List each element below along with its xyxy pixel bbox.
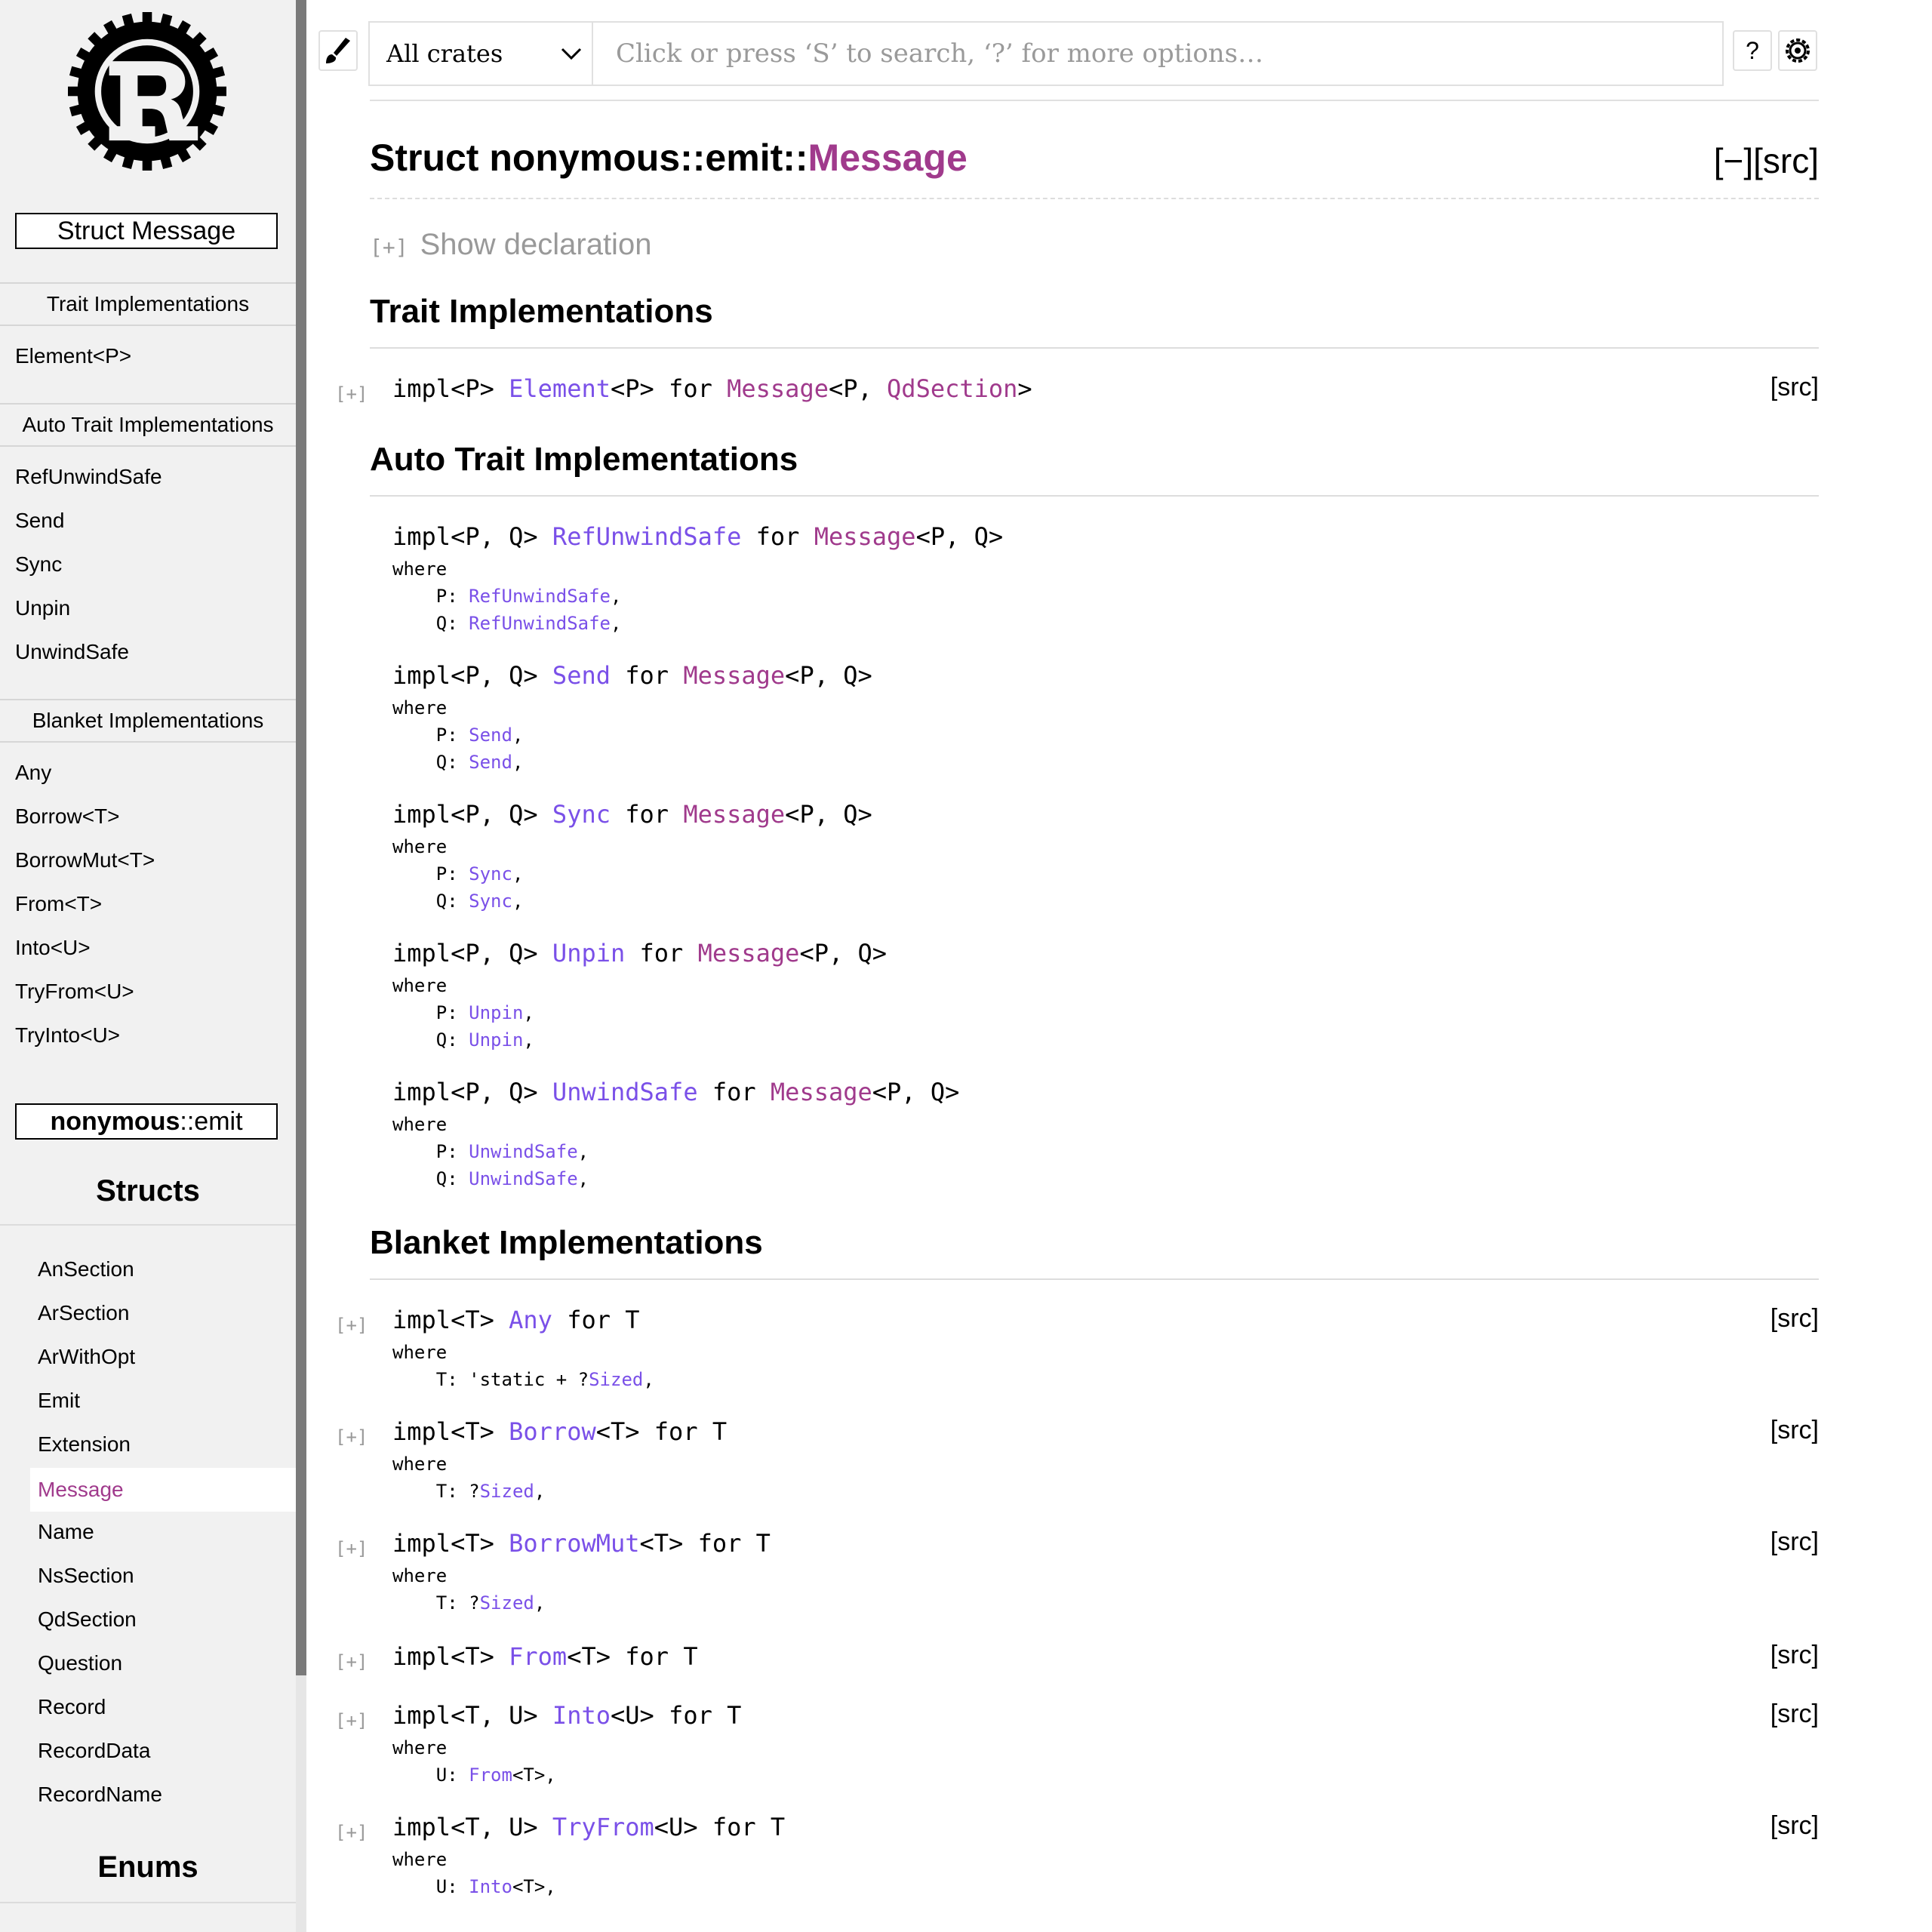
expand-toggle[interactable]: [+]	[335, 1315, 368, 1336]
sidebar-link-any[interactable]: Any	[15, 761, 52, 784]
trait-link[interactable]: Unpin	[552, 939, 626, 968]
search-input[interactable]	[592, 21, 1724, 86]
struct-link[interactable]: Message	[770, 1078, 872, 1106]
trait-link[interactable]: Borrow	[509, 1417, 596, 1446]
trait-link[interactable]: Send	[469, 724, 512, 746]
bound-line: Q: Send,	[435, 752, 524, 773]
page-title-prefix[interactable]: Struct nonymous::emit::	[370, 137, 808, 179]
trait-link[interactable]: BorrowMut	[509, 1529, 640, 1558]
sidebar-struct-recorddata[interactable]: RecordData	[38, 1739, 151, 1762]
sidebar-link-unwindsafe[interactable]: UnwindSafe	[15, 640, 129, 663]
sidebar	[0, 0, 296, 1932]
item-kind-label: Struct Message	[15, 213, 278, 249]
divider	[0, 1224, 296, 1226]
trait-link[interactable]: Element	[509, 374, 611, 403]
sidebar-struct-ansection[interactable]: AnSection	[38, 1257, 134, 1281]
impl-refunwindsafe: impl<P, Q> RefUnwindSafe for Message<P, Q>	[392, 522, 1004, 551]
where-clause: where	[392, 1342, 448, 1363]
where-clause: where	[392, 558, 448, 580]
divider	[370, 198, 1819, 199]
trait-link[interactable]: UnwindSafe	[469, 1141, 578, 1162]
trait-link[interactable]: UnwindSafe	[469, 1168, 578, 1189]
trait-link[interactable]: Unpin	[469, 1029, 524, 1051]
sidebar-struct-nssection[interactable]: NsSection	[38, 1564, 134, 1587]
trait-link[interactable]: Send	[469, 752, 512, 773]
trait-link[interactable]: Sized	[589, 1369, 644, 1390]
sidebar-link-borrowmut[interactable]: BorrowMut<T>	[15, 848, 155, 872]
sidebar-link-unpin[interactable]: Unpin	[15, 596, 71, 620]
where-clause: where	[392, 1114, 448, 1135]
trait-link[interactable]: Sync	[552, 800, 611, 829]
bound-line: Q: RefUnwindSafe,	[435, 613, 622, 634]
sidebar-link-tryfrom[interactable]: TryFrom<U>	[15, 980, 134, 1003]
toggle-icon: [+]	[370, 235, 408, 260]
bound-line: P: Send,	[435, 724, 524, 746]
gear-icon	[1780, 32, 1816, 69]
module-location	[15, 1103, 278, 1140]
struct-link[interactable]: Message	[727, 374, 829, 403]
sidebar-struct-message-current[interactable]: Message	[30, 1468, 296, 1512]
bound-line: P: Sync,	[435, 863, 524, 884]
sidebar-auto-impls-header[interactable]: Auto Trait Implementations	[0, 403, 296, 447]
trait-link[interactable]: Sync	[469, 863, 512, 884]
trait-link[interactable]: Sized	[479, 1481, 534, 1502]
trait-link[interactable]: TryFrom	[552, 1813, 654, 1841]
theme-picker-button[interactable]	[318, 30, 358, 71]
sidebar-link-refunwindsafe[interactable]: RefUnwindSafe	[15, 465, 162, 488]
bound-line: T: ?Sized,	[435, 1592, 546, 1614]
expand-toggle[interactable]: [+]	[335, 1538, 368, 1559]
where-clause: where	[392, 1454, 448, 1475]
page-title-struct[interactable]: Message	[808, 137, 968, 179]
paintbrush-icon	[320, 32, 356, 69]
settings-button[interactable]	[1778, 30, 1817, 71]
trait-link[interactable]: Send	[552, 661, 611, 690]
impl-any: impl<T> Any for T	[392, 1306, 640, 1334]
impl-unwindsafe: impl<P, Q> UnwindSafe for Message<P, Q>	[392, 1078, 960, 1106]
trait-link[interactable]: Into	[552, 1701, 611, 1730]
module-crate-link[interactable]: nonymous	[50, 1107, 180, 1136]
trait-link[interactable]: UnwindSafe	[552, 1078, 698, 1106]
sidebar-link-element[interactable]: Element<P>	[15, 344, 132, 368]
divider	[0, 1902, 296, 1903]
trait-link[interactable]: Unpin	[469, 1002, 524, 1023]
sidebar-struct-record[interactable]: Record	[38, 1695, 106, 1718]
trait-link[interactable]: From	[469, 1764, 512, 1786]
impl-sync: impl<P, Q> Sync for Message<P, Q>	[392, 800, 872, 829]
sidebar-link-into[interactable]: Into<U>	[15, 936, 91, 959]
collapse-and-src-controls[interactable]: [−][src]	[1713, 141, 1819, 180]
show-declaration-label: Show declaration	[420, 228, 652, 261]
expand-toggle[interactable]: [+]	[335, 1822, 368, 1843]
src-link[interactable]: [src]	[1770, 1700, 1819, 1728]
where-clause: where	[392, 1737, 448, 1758]
expand-toggle[interactable]: [+]	[335, 383, 368, 405]
page-title	[370, 136, 968, 180]
show-declaration-toggle[interactable]	[370, 228, 651, 262]
struct-link[interactable]: Message	[814, 522, 916, 551]
trait-implementations-heading[interactable]: Trait Implementations	[370, 293, 713, 330]
where-clause: where	[392, 975, 448, 996]
bound-line: T: 'static + ?Sized,	[435, 1369, 654, 1390]
impl-into: impl<T, U> Into<U> for T	[392, 1701, 742, 1730]
chevron-down-icon	[560, 45, 583, 62]
trait-link[interactable]: Sync	[469, 891, 512, 912]
src-link[interactable]: [src]	[1770, 1416, 1819, 1444]
bound-line: U: From<T>,	[435, 1764, 556, 1786]
sidebar-link-from[interactable]: From<T>	[15, 892, 103, 915]
sidebar-struct-qdsection[interactable]: QdSection	[38, 1607, 137, 1631]
sidebar-structs-header[interactable]: Structs	[96, 1174, 200, 1208]
sidebar-struct-arsection[interactable]: ArSection	[38, 1301, 130, 1324]
trait-link[interactable]: RefUnwindSafe	[469, 586, 611, 607]
rust-logo-icon[interactable]	[68, 12, 226, 171]
trait-link[interactable]: RefUnwindSafe	[469, 613, 611, 634]
divider	[370, 347, 1819, 349]
where-clause: where	[392, 697, 448, 718]
trait-link[interactable]: Any	[509, 1306, 552, 1334]
bound-line: P: Unpin,	[435, 1002, 534, 1023]
impl-tryfrom: impl<T, U> TryFrom<U> for T	[392, 1813, 786, 1841]
impl-from: impl<T> From<T> for T	[392, 1642, 698, 1671]
sidebar-enums-header[interactable]: Enums	[97, 1850, 198, 1884]
bound-line: U: Into<T>,	[435, 1876, 556, 1897]
src-link[interactable]: [src]	[1770, 1811, 1819, 1840]
expand-toggle[interactable]: [+]	[335, 1651, 368, 1672]
struct-link[interactable]: Message	[683, 800, 786, 829]
bound-line: Q: Unpin,	[435, 1029, 534, 1051]
src-link[interactable]: [src]	[1770, 373, 1819, 401]
trait-link[interactable]: RefUnwindSafe	[552, 522, 742, 551]
sidebar-struct-name[interactable]: Name	[38, 1520, 94, 1543]
divider	[370, 100, 1819, 101]
divider	[370, 1278, 1819, 1280]
blanket-implementations-heading[interactable]: Blanket Implementations	[370, 1224, 763, 1261]
sidebar-link-sync[interactable]: Sync	[15, 552, 63, 576]
sidebar-struct-arwithopt[interactable]: ArWithOpt	[38, 1345, 136, 1368]
expand-toggle[interactable]: [+]	[335, 1710, 368, 1731]
where-clause: where	[392, 1565, 448, 1586]
sidebar-link-tryinto[interactable]: TryInto<U>	[15, 1023, 121, 1047]
bound-line: Q: UnwindSafe,	[435, 1168, 589, 1189]
sidebar-struct-question[interactable]: Question	[38, 1651, 123, 1675]
struct-link[interactable]: QdSection	[887, 374, 1018, 403]
impl-element: impl<P> Element<P> for Message<P, QdSection>	[392, 374, 1032, 403]
sidebar-link-borrow[interactable]: Borrow<T>	[15, 804, 120, 828]
divider	[370, 495, 1819, 497]
impl-borrow: impl<T> Borrow<T> for T	[392, 1417, 728, 1446]
impl-borrowmut: impl<T> BorrowMut<T> for T	[392, 1529, 771, 1558]
sidebar-struct-emit[interactable]: Emit	[38, 1389, 80, 1412]
crate-select-value: All crates	[386, 39, 503, 68]
where-clause: where	[392, 1849, 448, 1870]
bound-line: Q: Sync,	[435, 891, 524, 912]
where-clause: where	[392, 836, 448, 857]
impl-send: impl<P, Q> Send for Message<P, Q>	[392, 661, 872, 690]
sidebar-blanket-impls-header[interactable]: Blanket Implementations	[0, 699, 296, 743]
sidebar-trait-impls-header[interactable]: Trait Implementations	[0, 282, 296, 326]
src-link[interactable]: [src]	[1770, 1527, 1819, 1556]
impl-unpin: impl<P, Q> Unpin for Message<P, Q>	[392, 939, 888, 968]
src-link[interactable]: [src]	[1770, 1304, 1819, 1333]
expand-toggle[interactable]: [+]	[335, 1426, 368, 1447]
src-link[interactable]: [src]	[1770, 1641, 1819, 1669]
auto-trait-implementations-heading[interactable]: Auto Trait Implementations	[370, 441, 798, 478]
struct-link[interactable]: Message	[683, 661, 786, 690]
struct-link[interactable]: Message	[697, 939, 800, 968]
sidebar-scrollbar-thumb[interactable]	[296, 0, 306, 1675]
sidebar-link-send[interactable]: Send	[15, 509, 65, 532]
trait-link[interactable]: Into	[469, 1876, 512, 1897]
bound-line: P: RefUnwindSafe,	[435, 586, 622, 607]
crate-select[interactable]	[368, 21, 592, 86]
module-path-link[interactable]: ::emit	[180, 1107, 243, 1136]
trait-link[interactable]: From	[509, 1642, 568, 1671]
bound-line: T: ?Sized,	[435, 1481, 546, 1502]
trait-link[interactable]: Sized	[479, 1592, 534, 1614]
sidebar-struct-extension[interactable]: Extension	[38, 1432, 131, 1456]
help-button[interactable]: ?	[1733, 30, 1772, 71]
bound-line: P: UnwindSafe,	[435, 1141, 589, 1162]
sidebar-struct-recordname[interactable]: RecordName	[38, 1783, 162, 1806]
